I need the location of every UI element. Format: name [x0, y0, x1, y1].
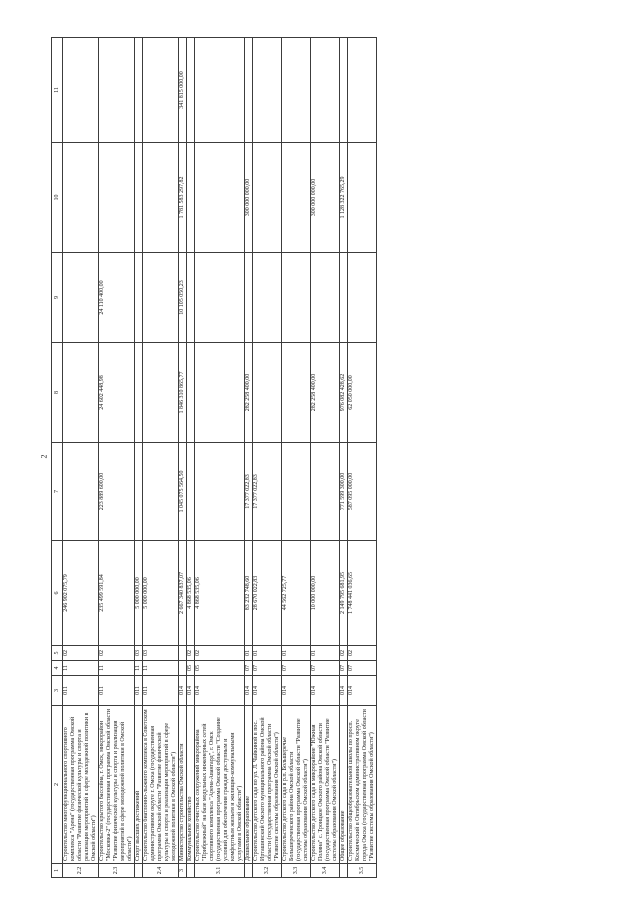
code-cell: 02 [99, 646, 135, 661]
code-cell: 07 [340, 661, 348, 676]
row-name-cell: Строительство очистных сооружений микрорайона "Прибрежный" на базе модульных инженерных сетей спортивного комплекса "Арена-Авангард", г. Омск (государственная программа Омской области "Создание условий для обеспечения граждан доступным и комфортным жильем и жилищно-коммунальными услугами в Омской области") [195, 706, 245, 864]
amount-cell [187, 253, 195, 343]
row-name-cell: Строительство детского сада в микрорайоне "Южная Поляна" с. Троицкое Омского района Омской области (государственная программа Омской области "Развитие системы образования Омской области") [311, 706, 340, 864]
amount-cell [311, 253, 340, 343]
amount-cell [311, 443, 340, 541]
amount-cell: 2 149 795 681,95 [340, 541, 348, 646]
amount-cell: 300 000 000,00 [311, 143, 340, 253]
code-cell: 014 [179, 676, 187, 706]
amount-cell [195, 143, 245, 253]
row-name-cell: Строительство крытого бассейна, г. Омск, микрорайон "Московка-2" (государственная программа Омской области "Развитие физической культуры и спорта и реализация мероприятий в сфере молодежной политики в Омской области") [99, 706, 135, 864]
amount-cell [135, 38, 143, 143]
row-number-cell: 3.5 [348, 864, 377, 878]
amount-cell [135, 443, 143, 541]
amount-cell: 17 377 022,83 [245, 443, 253, 541]
row-name-cell: Строительство многофункционального спортивного комплекса "Арена" (государственная программа Омской области "Развитие физической культуры и спорта и реализация мероприятий в сфере молодежной политики в Омской области") [63, 706, 99, 864]
amount-cell [143, 38, 179, 143]
code-cell: 014 [253, 676, 282, 706]
row-name-cell: Министерство строительства Омской области [179, 706, 187, 864]
row-number-cell: 3.2 [253, 864, 282, 878]
row-number-cell: 2.3 [99, 864, 135, 878]
row-number-cell: 3.3 [282, 864, 311, 878]
column-header: 10 [52, 143, 63, 253]
amount-cell [63, 343, 99, 443]
code-cell: 02 [195, 646, 245, 661]
amount-cell: 62 050 000,00 [348, 343, 377, 443]
amount-cell [195, 253, 245, 343]
amount-cell: 771 599 300,00 [340, 443, 348, 541]
amount-cell [195, 343, 245, 443]
table-header-row [52, 38, 63, 878]
amount-cell [187, 143, 195, 253]
amount-cell: 1 128 322 765,29 [340, 143, 348, 253]
amount-cell: 976 082 428,62 [340, 343, 348, 443]
amount-cell: 282 258 400,00 [311, 343, 340, 443]
code-cell: 011 [135, 676, 143, 706]
amount-cell [282, 443, 311, 541]
code-cell: 011 [143, 676, 179, 706]
amount-cell: 223 889 600,00 [99, 443, 135, 541]
page-number: 2 [39, 454, 49, 459]
code-cell: 02 [340, 646, 348, 661]
rotated-page [44, 0, 640, 882]
amount-cell [143, 253, 179, 343]
code-cell: 03 [135, 646, 143, 661]
amount-cell: 28 670 022,83 [253, 541, 282, 646]
budget-table [51, 37, 377, 878]
row-name-cell: Общее образование [340, 706, 348, 864]
amount-cell [99, 38, 135, 143]
amount-cell: 587 095 000,00 [348, 443, 377, 541]
code-cell: 07 [253, 661, 282, 676]
code-cell: 07 [311, 661, 340, 676]
code-cell: 01 [253, 646, 282, 661]
amount-cell [245, 38, 253, 143]
row-number-cell [340, 864, 348, 878]
column-header: 3 [52, 676, 63, 706]
column-header: 5 [52, 646, 63, 661]
row-name-cell: Строительство детского сада в р.п. Большеречье Большереченского района Омской области (государственная программа Омской области "Развитие системы образования Омской области") [282, 706, 311, 864]
table-row [311, 38, 340, 878]
column-header: 1 [52, 864, 63, 878]
column-header: 11 [52, 38, 63, 143]
amount-cell [348, 143, 377, 253]
amount-cell: 17 377 022,83 [253, 443, 282, 541]
table-body [63, 38, 377, 878]
code-cell: 05 [187, 661, 195, 676]
code-cell: 011 [63, 676, 99, 706]
row-name-cell: Спорт высших достижений [135, 706, 143, 864]
amount-cell [63, 38, 99, 143]
row-name-cell: Строительство биатлонно-лыжного комплекса в Советском административном округе г. Омска (государственная программа Омской области "Развитие физической культуры и спорта и реализация мероприятий в сфере молодежной политики в Омской области") [143, 706, 179, 864]
code-cell: 11 [143, 661, 179, 676]
amount-cell: 1 846 310 865,77 [179, 343, 187, 443]
amount-cell: 341 815 000,00 [179, 38, 187, 143]
code-cell: 014 [245, 676, 253, 706]
amount-cell [311, 38, 340, 143]
table-row [245, 38, 253, 878]
amount-cell: 246 902 075,79 [63, 541, 99, 646]
code-cell: 11 [63, 661, 99, 676]
amount-cell: 10 105 050,23 [179, 253, 187, 343]
amount-cell [195, 443, 245, 541]
amount-cell: 44 562 725,77 [282, 541, 311, 646]
row-number-cell: 3.1 [195, 864, 245, 878]
amount-cell [187, 38, 195, 143]
amount-cell: 4 868 535,06 [187, 541, 195, 646]
code-cell: 03 [143, 646, 179, 661]
amount-cell: 235 499 591,84 [99, 541, 135, 646]
amount-cell: 83 232 748,60 [245, 541, 253, 646]
row-name-cell: Дошкольное образование [245, 706, 253, 864]
code-cell: 01 [245, 646, 253, 661]
amount-cell [348, 38, 377, 143]
column-header: 8 [52, 343, 63, 443]
code-cell: 02 [63, 646, 99, 661]
amount-cell [135, 143, 143, 253]
code-cell: 014 [195, 676, 245, 706]
amount-cell [282, 143, 311, 253]
column-header: 4 [52, 661, 63, 676]
amount-cell [348, 253, 377, 343]
table-row [348, 38, 377, 878]
amount-cell [63, 143, 99, 253]
code-cell: 07 [245, 661, 253, 676]
code-cell: 11 [99, 661, 135, 676]
table-row [187, 38, 195, 878]
table-row [282, 38, 311, 878]
code-cell: 01 [282, 646, 311, 661]
code-cell: 02 [187, 646, 195, 661]
column-header: 6 [52, 541, 63, 646]
row-number-cell [135, 864, 143, 878]
amount-cell [99, 143, 135, 253]
amount-cell [282, 253, 311, 343]
code-cell: 014 [311, 676, 340, 706]
amount-cell: 2 667 340 837,07 [179, 541, 187, 646]
amount-cell [340, 253, 348, 343]
row-name-cell: Строительство детского сада по ул. Л. Чайкиной в пос. Ирташинский Омского муниципального района Омской области (государственная программа Омской области "Развитие системы образования Омской области") [253, 706, 282, 864]
code-cell: 07 [348, 661, 377, 676]
table-row [99, 38, 135, 878]
row-name-cell: Коммунальное хозяйство [187, 706, 195, 864]
code-cell [179, 661, 187, 676]
column-header: 7 [52, 443, 63, 541]
amount-cell [135, 253, 143, 343]
table-row [63, 38, 99, 878]
table-row [143, 38, 179, 878]
column-header: 2 [52, 706, 63, 864]
amount-cell [253, 253, 282, 343]
amount-cell: 1 045 075 564,50 [179, 443, 187, 541]
amount-cell: 5 000 000,00 [135, 541, 143, 646]
row-number-cell: 2.4 [143, 864, 179, 878]
table-row [179, 38, 187, 878]
amount-cell: 282 258 400,00 [245, 343, 253, 443]
code-cell: 02 [348, 646, 377, 661]
amount-cell: 10 000 000,00 [311, 541, 340, 646]
amount-cell [340, 38, 348, 143]
amount-cell [187, 343, 195, 443]
code-cell: 01 [311, 646, 340, 661]
row-number-cell: 3.4 [311, 864, 340, 878]
amount-cell [245, 253, 253, 343]
amount-cell [135, 343, 143, 443]
code-cell: 014 [348, 676, 377, 706]
row-name-cell: Строительство общеобразовательной школы по просп. Космический в Октябрьском административном округе города Омска (государственная программа Омской области "Развитие системы образования Омской области") [348, 706, 377, 864]
row-number-cell: 3 [179, 864, 187, 878]
amount-cell [143, 443, 179, 541]
amount-cell [282, 343, 311, 443]
amount-cell [143, 143, 179, 253]
row-number-cell: 2.2 [63, 864, 99, 878]
amount-cell [195, 38, 245, 143]
amount-cell [187, 443, 195, 541]
amount-cell [253, 343, 282, 443]
amount-cell [143, 343, 179, 443]
code-cell: 11 [135, 661, 143, 676]
code-cell: 014 [340, 676, 348, 706]
row-number-cell [187, 864, 195, 878]
amount-cell: 24 602 448,98 [99, 343, 135, 443]
table-row [195, 38, 245, 878]
table-row [135, 38, 143, 878]
table-row [340, 38, 348, 878]
amount-cell: 1 748 441 036,65 [348, 541, 377, 646]
amount-cell [282, 38, 311, 143]
table-row [253, 38, 282, 878]
code-cell: 014 [187, 676, 195, 706]
amount-cell [63, 253, 99, 343]
column-header: 9 [52, 253, 63, 343]
amount-cell [253, 38, 282, 143]
code-cell: 011 [99, 676, 135, 706]
code-cell: 05 [195, 661, 245, 676]
row-number-cell [245, 864, 253, 878]
amount-cell: 5 000 000,00 [143, 541, 179, 646]
code-cell: 014 [282, 676, 311, 706]
amount-cell: 300 000 000,00 [245, 143, 253, 253]
amount-cell [253, 143, 282, 253]
amount-cell: 24 110 400,00 [99, 253, 135, 343]
code-cell [179, 646, 187, 661]
code-cell: 07 [282, 661, 311, 676]
amount-cell: 4 868 535,06 [195, 541, 245, 646]
amount-cell [63, 443, 99, 541]
amount-cell: 1 781 583 297,82 [179, 143, 187, 253]
